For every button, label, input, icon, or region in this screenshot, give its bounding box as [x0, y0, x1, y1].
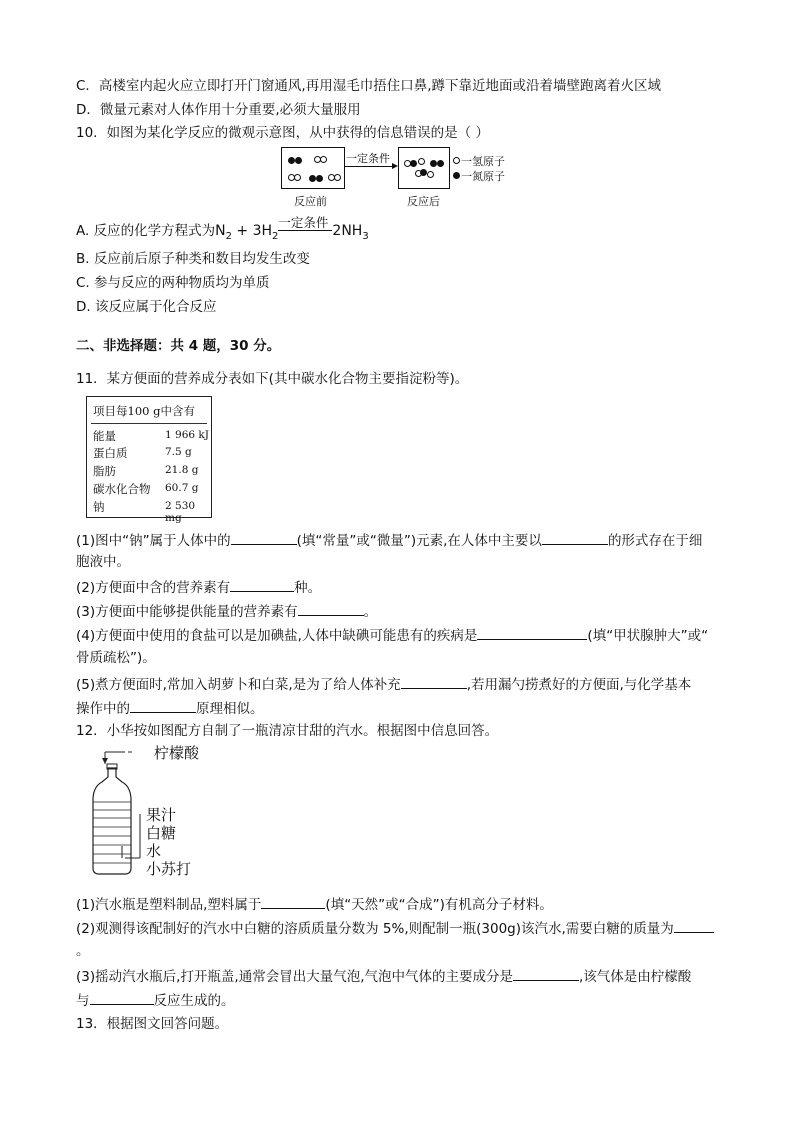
soda-bottle-figure — [80, 744, 240, 880]
q10-option-a: A. 反应的化学方程式为$N_2 + 3H_2$ 一定条件 $2NH_3$ — [76, 215, 369, 242]
table-row-value: 1 966 kJ — [165, 429, 209, 441]
q9-option-c: C．高楼室内起火应立即打开门窗通风,再用湿毛巾捂住口鼻,蹲下靠近地面或沿着墙壁跑离着火区域 — [76, 78, 662, 94]
legend-n-icon — [453, 172, 460, 179]
label-baking-soda: 小苏打 — [146, 860, 192, 878]
table-row-name: 脂肪 — [93, 464, 116, 478]
q11-part5: (5)煮方便面时,常加入胡萝卜和白菜,是为了给人体补充 ,若用漏勺捞煮好的方便面,与化学基本 — [76, 674, 691, 694]
table-row-value: 21.8 g — [165, 464, 199, 476]
table-row-name: 碳水化合物 — [93, 482, 151, 496]
reaction-condition: 一定条件 — [278, 222, 332, 236]
table-header: 项目每100 g中含有 — [93, 404, 195, 418]
q12-part2: (2)观测得该配制好的汽水中白糖的溶质质量分数为 5%,则配制一瓶(300g)该汽水,需要白糖的质量为 — [76, 918, 714, 938]
answer-blank[interactable] — [477, 625, 587, 640]
answer-blank[interactable] — [674, 918, 714, 933]
q12-part1: (1)汽水瓶是塑料制品,塑料属于 (填“天然”或“合成”)有机高分子材料。 — [76, 894, 553, 914]
reaction-arrow — [344, 166, 394, 167]
table-row-value: 60.7 g — [165, 482, 199, 494]
answer-blank[interactable] — [261, 894, 325, 909]
after-box — [398, 147, 450, 189]
table-row-name: 钠 — [93, 500, 105, 514]
q10-option-b: B. 反应前后原子种类和数目均发生改变 — [76, 251, 310, 267]
before-box — [281, 147, 345, 189]
arrow-label: 一定条件 — [346, 152, 390, 165]
q13-stem: 13．根据图文回答问题。 — [76, 1016, 229, 1032]
after-label: 反应后 — [407, 195, 440, 208]
answer-blank[interactable] — [230, 577, 294, 592]
q11-part4: (4)方便面中使用的食盐可以是加碘盐,人体中缺碘可能患有的疾病是 (填“甲状腺肿大”或“ — [76, 625, 708, 645]
label-sugar: 白糖 — [146, 824, 177, 842]
q12-stem: 12．小华按如图配方自制了一瓶清凉甘甜的汽水。根据图中信息回答。 — [76, 723, 499, 739]
table-row-name: 蛋白质 — [93, 446, 128, 460]
q11-part1: (1)图中“钠”属于人体中的 (填“常量”或“微量”)元素,在人体中主要以 的形式存在于细 — [76, 530, 702, 550]
section-heading: 二、非选择题：共 4 题，30 分。 — [76, 338, 281, 354]
answer-blank[interactable] — [542, 530, 608, 545]
q11-part4-cont: 骨质疏松”)。 — [76, 650, 156, 666]
label-juice: 果汁 — [146, 806, 177, 824]
label-citric-acid: 柠檬酸 — [154, 744, 200, 762]
answer-blank[interactable] — [401, 674, 467, 689]
q11-part1-cont: 胞液中。 — [76, 554, 130, 570]
q12-part3: (3)摇动汽水瓶后,打开瓶盖,通常会冒出大量气泡,气泡中气体的主要成分是 ,该气体是由柠檬酸 — [76, 966, 691, 986]
table-row-name: 能量 — [93, 429, 116, 443]
answer-blank[interactable] — [513, 966, 579, 981]
label-water: 水 — [146, 842, 162, 860]
q12-part2-cont: 。 — [76, 943, 90, 959]
nutrition-table — [86, 396, 212, 524]
legend-n: 一氮原子 — [461, 170, 505, 183]
answer-blank[interactable] — [130, 698, 196, 713]
table-row-value: 7.5 g — [165, 446, 192, 458]
q11-part5-cont: 操作中的 原理相似。 — [76, 698, 264, 718]
q9-option-d: D．微量元素对人体作用十分重要,必须大量服用 — [76, 102, 361, 118]
answer-blank[interactable] — [298, 601, 364, 616]
legend-h: 一氢原子 — [461, 155, 505, 168]
answer-blank[interactable] — [90, 990, 154, 1005]
legend-h-icon — [453, 157, 460, 164]
q10-option-c: C. 参与反应的两种物质均为单质 — [76, 275, 270, 291]
q10-stem: 10．如图为某化学反应的微观示意图，从中获得的信息错误的是（ ） — [76, 125, 489, 141]
q12-part3-cont: 与 反应生成的。 — [76, 990, 235, 1010]
q11-stem: 11．某方便面的营养成分表如下(其中碳水化合物主要指淀粉等)。 — [76, 371, 469, 387]
answer-blank[interactable] — [231, 530, 297, 545]
table-row-value: 2 530 mg — [165, 500, 196, 524]
q11-part3: (3)方便面中能够提供能量的营养素有 。 — [76, 601, 377, 621]
q10-option-d: D. 该反应属于化合反应 — [76, 299, 217, 315]
q11-part2: (2)方便面中含的营养素有 种。 — [76, 577, 321, 597]
before-label: 反应前 — [294, 195, 327, 208]
